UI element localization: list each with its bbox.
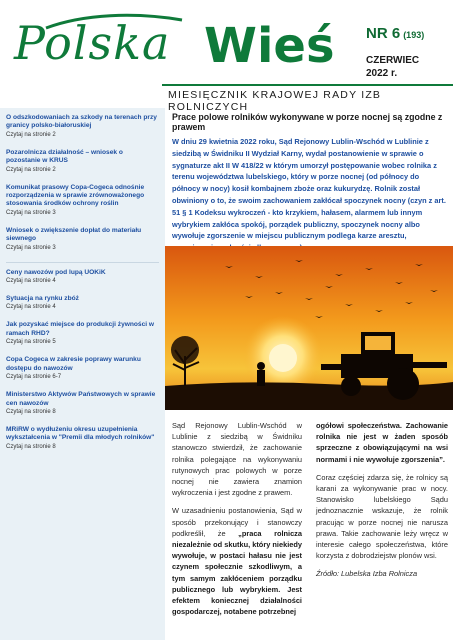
article-paragraph: Sąd Rejonowy Lublin-Wschód w Lublinie z siedzibą w Świdniku stanowczo stwierdził, że zachowanie rolnika polegające na wykonywaniu rutynowych prac polowych w porze nocnej nie zawiera znamion wykroczenia i jest zgodne z prawem. [172,421,302,498]
toc-item-title: Sytuacja na rynku zbóż [6,295,79,303]
logo-text-wies: Wieś [204,18,335,74]
toc-item-page: Czytaj na stronie 6-7 [6,374,62,381]
toc-divider [6,262,159,263]
toc-item[interactable] [6,227,159,252]
sunset-field-illustration [165,246,453,410]
article-photo-tractor-sunset [165,246,453,410]
toc-item[interactable] [6,184,159,217]
toc-item-page: Czytaj na stronie 8 [6,443,56,450]
magazine-logo [14,10,374,90]
toc-item[interactable] [6,356,159,381]
article-column-1 [172,420,302,624]
toc-item-page: Czytaj na stronie 8 [6,408,56,415]
article-source: Źródło: Lubelska Izba Rolnicza [316,569,418,579]
toc-item-page: Czytaj na stronie 5 [6,339,56,346]
article-column-2 [316,420,448,587]
table-of-contents [0,108,165,640]
toc-item[interactable] [6,426,159,451]
toc-item[interactable] [6,295,159,311]
article-headline: Prace polowe rolników wykonywane w porze nocnej są zgodne z prawem [172,112,443,132]
toc-item[interactable] [6,391,159,416]
masthead [0,0,453,113]
toc-item-title: O odszkodowaniach za szkody na terenach przy granicy polsko-białoruskiej [6,114,157,130]
toc-item-title: Wniosek o zwiększenie dopłat do materiału siewnego [6,226,142,243]
issue-date [366,54,446,80]
toc-item-title: Ceny nawozów pod lupą UOKiK [6,268,106,276]
issue-year: 2022 r. [366,68,398,79]
toc-item[interactable] [6,149,159,174]
toc-item-title: Ministerstwo Aktywów Państwowych w sprawie cen nawozów [6,391,156,407]
issue-sequence: (193) [403,30,425,40]
toc-item-page: Czytaj na stronie 4 [6,278,56,285]
issue-month: CZERWIEC [366,55,420,66]
toc-item-title: MRiRW o wydłużeniu okresu uzupełnienia wykształcenia w "Premii dla młodych rolników" [6,425,155,442]
masthead-tagline: MIESIĘCZNIK KRAJOWEJ RADY IZB ROLNICZYCH [168,89,382,113]
toc-item-page: Czytaj na stronie 2 [6,166,56,173]
toc-item-page: Czytaj na stronie 4 [6,304,56,311]
article-paragraph: Coraz częściej zdarza się, że rolnicy są karani za wykonywanie prac w nocy. Stanowisko lubelskiego Sądu jednoznacznie wskazuje, że rolnik pracując w porze nocnej nie narusza prawa. Takie zachowanie leży wręcz w interesie całego społeczeństwa, które korzysta z dobrodziejstw plonów wsi. [316,472,448,561]
toc-item[interactable] [6,114,159,139]
toc-item-page: Czytaj na stronie 3 [6,244,56,251]
issue-number [366,25,446,42]
toc-item-title: Copa Cogeca w zakresie poprawy warunku dostępu do nawozów [6,356,141,372]
article-paragraph [172,505,302,617]
article-text: W uzasadnieniu postanowienia, Sąd w sposób przekonujący i stanowczy podkreślił, że [172,506,302,538]
toc-item-page: Czytaj na stronie 3 [6,209,56,216]
toc-item-title: Pozarolnicza działalność – wniosek o pozostanie w KRUS [6,148,123,165]
toc-item[interactable] [6,321,159,346]
court-quote-continued: ogółowi społeczeństwa. Zachowanie rolnika nie jest w żaden sposób sprzeczne z obowiązującymi na wsi normami i nie wywołuje zgorszenia”. [316,421,448,464]
article-lead: W dniu 29 kwietnia 2022 roku, Sąd Rejonowy Lublin-Wschód w Lublinie z siedzibą w Świdniku II Wydział Karny, wydał postanowienie w sprawie o sygnaturze akt II W 418/22 w którym umorzył postępowanie wobec rolnika z terenu województwa lubelskiego, który w porze nocnej (od północy do północy w nocy) kosił kombajnem zboże oraz kukurydzę. Rolnik został obwiniony o to, że swoim zachowaniem zakłócał spoczynek nocny (czyn z art. 51 § 1 Kodeksu wykroczeń - kto krzykiem, hałasem, alarmem lub innym wybrykiem zakłóca spokój, porządek publiczny, spoczynek nocny albo wywołuje zgorszenie w miejscu publicznym podlega karze aresztu, [172,137,446,241]
issue-label: NR 6 [366,25,401,42]
masthead-rule [162,84,453,86]
court-quote: „praca rolnicza niezależnie od skutku, który niekiedy wywołuje, w postaci hałasu nie jest czynem społecznie szkodliwym, a tym samym zakłóceniem porządku publicznego lub wybrykiem. Jest efektem koniecznej działalności gospodarczej, notabene potrzebnej [172,528,302,617]
issue-info [366,25,446,80]
toc-item-page: Czytaj na stronie 2 [6,131,56,138]
logo-text-polska: Polska [14,16,171,70]
toc-item-title: Komunikat prasowy Copa-Cogeca odnośnie rozporządzenia w sprawie zrównoważonego stosowania środków ochrony roślin [6,183,145,208]
toc-item-title: Jak pozyskać miejsce do produkcji żywności w ramach RHD? [6,321,155,337]
toc-item[interactable] [6,269,159,285]
